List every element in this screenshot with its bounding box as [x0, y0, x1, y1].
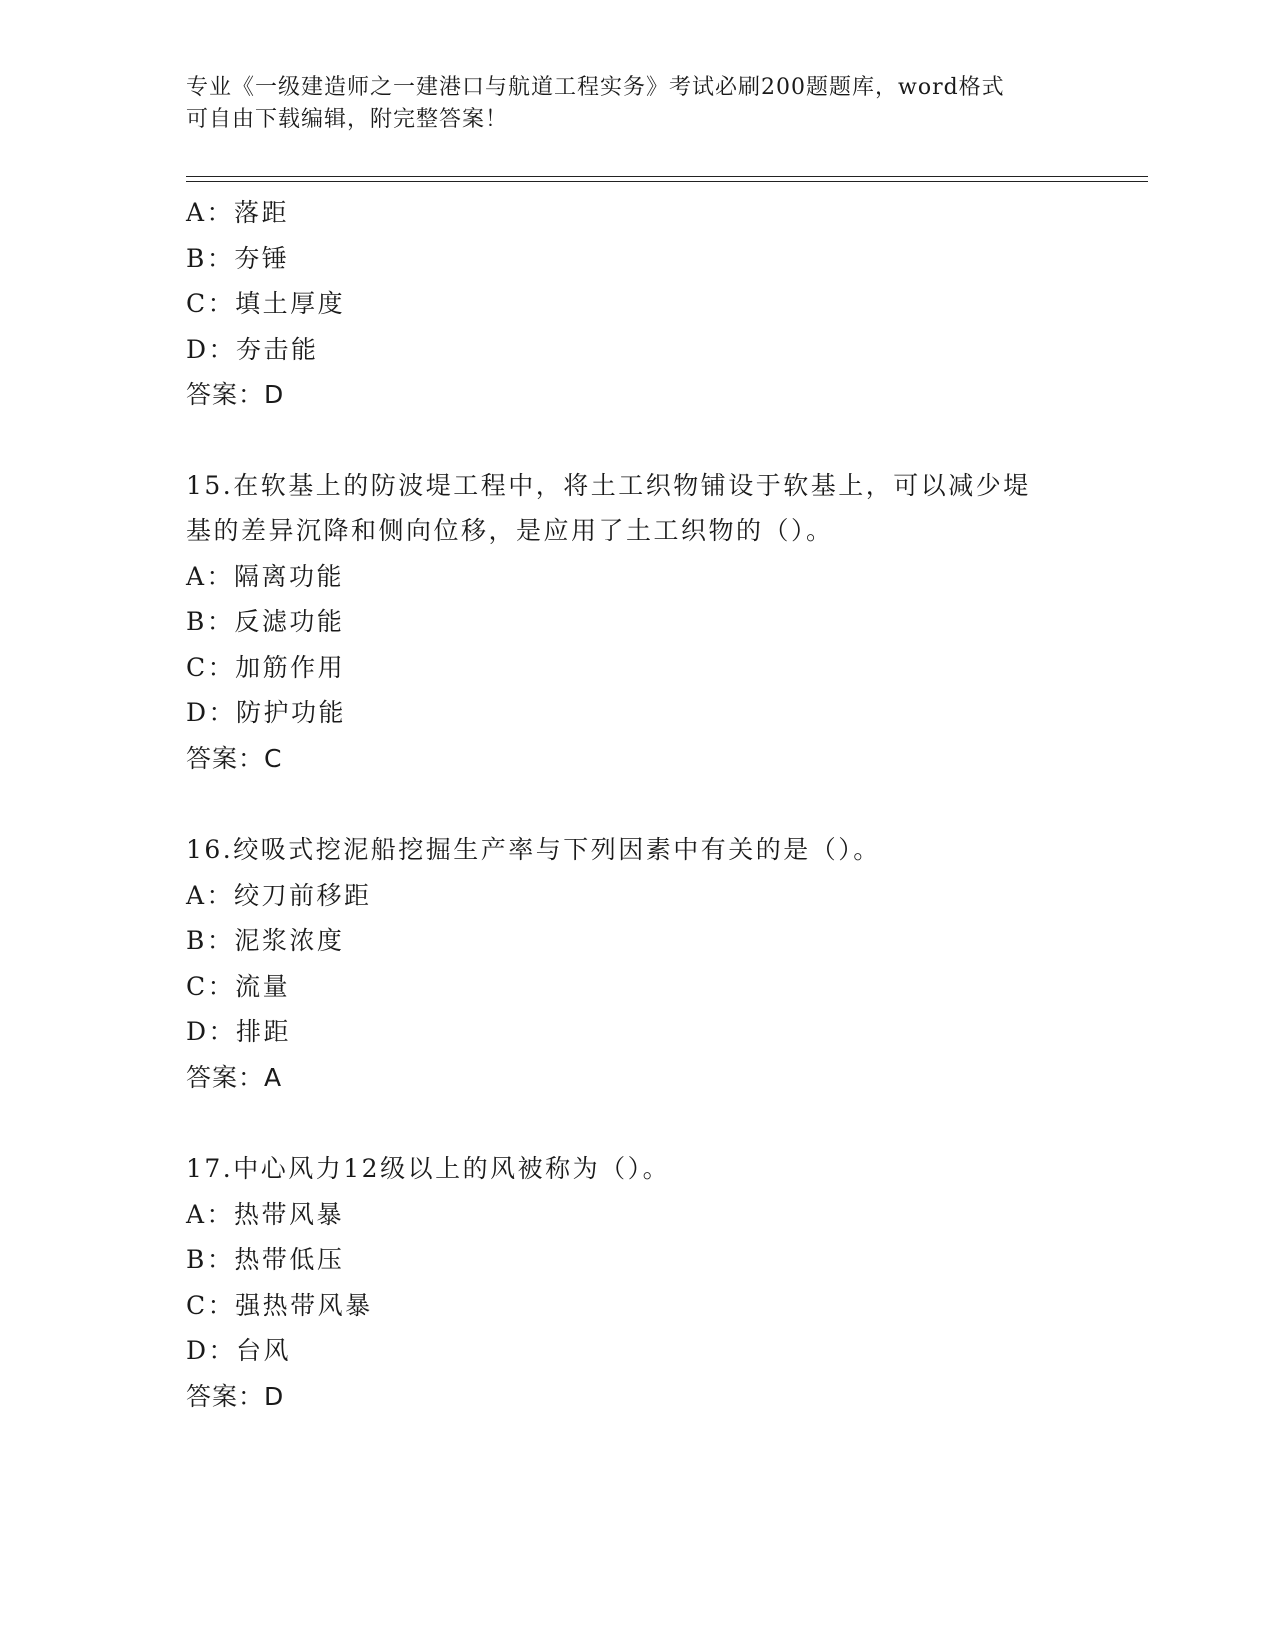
option-d: D：夯击能: [186, 334, 319, 364]
option-b: B：热带低压: [186, 1245, 345, 1274]
option-c: C：流量: [186, 971, 291, 1001]
option-b: B：反滤功能: [186, 607, 345, 636]
question-stem: 16.绞吸式挖泥船挖掘生产率与下列因素中有关的是（）。: [186, 835, 881, 864]
answer-text: 答案：A: [186, 1062, 283, 1092]
spacer: [186, 781, 1086, 827]
question-stem: 17.中心风力12级以上的风被称为（）。: [186, 1154, 671, 1183]
answer-text: 答案：C: [186, 743, 283, 773]
question-15: [186, 463, 1086, 782]
option-c: C：强热带风暴: [186, 1290, 373, 1320]
question-17: [186, 1146, 1086, 1419]
option-b: B：泥浆浓度: [186, 926, 345, 955]
answer-text: 答案：D: [186, 380, 285, 409]
header-divider-top: [186, 176, 1148, 177]
spacer: [186, 418, 1086, 463]
question-stem-line-2: 基的差异沉降和侧向位移，是应用了土工织物的（）。: [186, 516, 834, 545]
question-14: [186, 190, 1086, 418]
option-d: D：台风: [186, 1336, 292, 1365]
question-stem-line-1: 15.在软基上的防波堤工程中，将土工织物铺设于软基上，可以减少堤: [186, 470, 1031, 500]
option-d: D：排距: [186, 1017, 292, 1046]
option-d: D：防护功能: [186, 698, 347, 727]
question-list: [186, 190, 1086, 1419]
question-16: [186, 827, 1086, 1100]
option-c: C：填土厚度: [186, 289, 346, 318]
option-a: A：隔离功能: [186, 561, 345, 591]
spacer: [186, 1100, 1086, 1146]
document-header: [186, 72, 1086, 136]
answer-text: 答案：D: [186, 1381, 285, 1411]
header-line-2: 可自由下载编辑，附完整答案！: [186, 107, 509, 132]
option-a: A：热带风暴: [186, 1199, 345, 1229]
option-b: B：夯锤: [186, 243, 290, 273]
option-c: C：加筋作用: [186, 652, 346, 682]
header-divider-bottom: [186, 181, 1148, 182]
option-a: A：落距: [186, 198, 290, 227]
option-a: A：绞刀前移距: [186, 880, 372, 910]
header-line-1: 专业《一级建造师之一建港口与航道工程实务》考试必刷200题题库，word格式: [186, 75, 1005, 100]
